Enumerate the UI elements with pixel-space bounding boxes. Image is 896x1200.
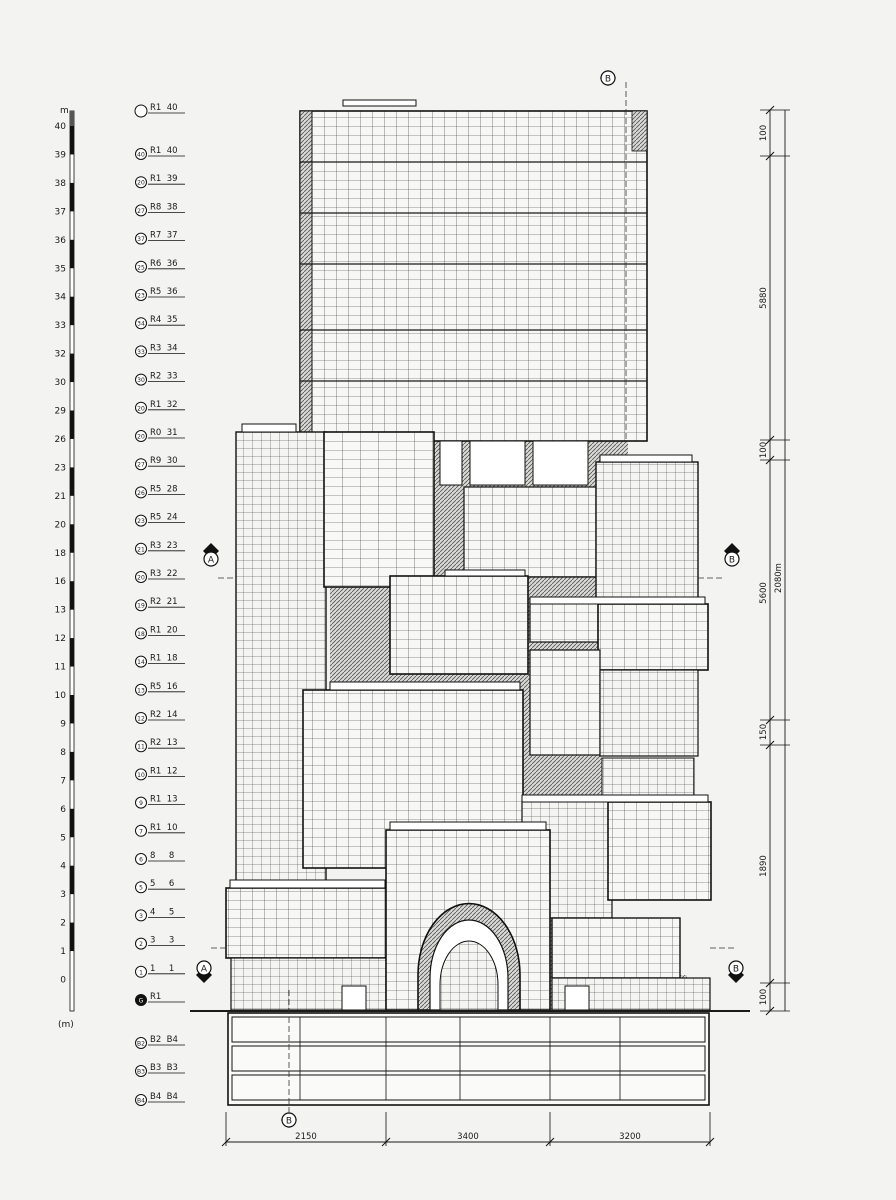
- scale-tick-label: 18: [54, 548, 66, 559]
- section-marker-b-top: [600, 70, 616, 86]
- dim-bottom-2: 3400: [457, 1132, 479, 1142]
- scale-tick-label: 3: [60, 890, 66, 901]
- level-number: 13: [137, 687, 145, 695]
- scale-segment: [70, 297, 74, 325]
- level-label: R1 10: [150, 822, 178, 833]
- level-label: R2 33: [150, 371, 178, 382]
- scale-tick-label: 1: [60, 947, 66, 958]
- scale-tick-label: 21: [54, 491, 66, 502]
- scale-tick-label: 33: [54, 321, 66, 332]
- level-number: 9: [139, 800, 143, 808]
- level-number: B4: [137, 1097, 145, 1105]
- right-entrance-door: [565, 986, 589, 1010]
- level-number: 20: [137, 433, 145, 441]
- scale-segment: [70, 809, 74, 837]
- dim-bottom-3: 3200: [619, 1132, 641, 1142]
- level-marker: [136, 456, 186, 470]
- level-number: 20: [137, 179, 145, 187]
- right-mid-box: [598, 604, 708, 670]
- level-label: R7 37: [150, 230, 178, 241]
- level-marker: [136, 1035, 186, 1049]
- dim-right-4: 5600: [759, 582, 769, 604]
- scale-unit-top: m: [60, 106, 69, 116]
- level-marker: [136, 879, 186, 893]
- roof-parapet: [343, 100, 416, 106]
- dim-bottom-1: 2150: [295, 1132, 317, 1142]
- level-marker: [136, 682, 186, 696]
- dim-right-2: 5880: [759, 287, 769, 309]
- dim-right-3: 100: [759, 441, 769, 459]
- level-number: G: [138, 997, 144, 1005]
- level-marker: [136, 964, 186, 978]
- level-label: R1: [150, 992, 162, 1002]
- level-label: R6 36: [150, 258, 178, 269]
- lower-right-cap: [522, 795, 708, 802]
- scale-tick-label: 8: [60, 747, 66, 758]
- level-number: 23: [137, 518, 145, 526]
- scale-tick-label: 7: [60, 776, 66, 787]
- level-number: 25: [137, 264, 145, 272]
- scale-tick-label: 32: [54, 349, 66, 360]
- level-number: 18: [137, 630, 145, 638]
- level-label: R1 32: [150, 399, 178, 410]
- level-label: R4 35: [150, 315, 178, 326]
- level-number: 3: [139, 912, 143, 920]
- level-label: R2 14: [150, 710, 178, 720]
- scale-tick-label: 4: [60, 861, 66, 872]
- level-marker: [136, 174, 186, 188]
- right-mid-box-small: [530, 598, 602, 642]
- upper-cantilever-box: [324, 432, 434, 587]
- scale-segment: [70, 866, 74, 894]
- level-label: 1 1: [150, 963, 175, 974]
- level-number: 5: [139, 884, 143, 892]
- level-label: R2 13: [150, 738, 178, 749]
- scale-tick-label: 38: [54, 178, 66, 189]
- level-number: 34: [137, 320, 145, 328]
- right-recess-frame: [530, 650, 600, 755]
- level-marker: [136, 259, 186, 273]
- level-number: 12: [137, 715, 145, 723]
- scale-segment: [70, 638, 74, 666]
- level-marker: [136, 795, 186, 809]
- scale-tick-label: 6: [60, 804, 66, 815]
- level-marker: [136, 513, 186, 527]
- level-label: R1 12: [150, 766, 178, 777]
- level-label: R1 40: [150, 146, 178, 156]
- dim-right-1: 100: [759, 124, 769, 142]
- scale-tick-label: 23: [54, 463, 66, 474]
- level-marker: [136, 1092, 186, 1106]
- level-number: 23: [137, 292, 145, 300]
- scale-segment: [70, 467, 74, 495]
- section-marker-b-lower-right: [728, 961, 744, 983]
- scale-tick-label: 30: [54, 378, 66, 389]
- center-mid-cap: [445, 570, 525, 576]
- level-number: B2: [137, 1040, 145, 1048]
- lower-right-box: [608, 802, 711, 900]
- level-number: 7: [139, 828, 143, 836]
- scale-tick-label: 36: [54, 235, 66, 246]
- level-marker: [136, 372, 186, 386]
- level-number: 11: [137, 743, 145, 751]
- dim-right-total: 2080m: [774, 563, 784, 593]
- level-marker: [136, 654, 186, 668]
- right-lower-frame: [600, 670, 698, 756]
- level-number: 40: [137, 151, 145, 159]
- scale-segment: [70, 581, 74, 609]
- scale-tick-label: 39: [54, 150, 66, 161]
- scale-unit-bottom: (m): [58, 1020, 74, 1030]
- level-number: 33: [137, 348, 145, 356]
- level-label: R3 22: [150, 569, 178, 579]
- level-label: R5 16: [150, 681, 178, 692]
- entrance-cap: [390, 822, 546, 830]
- scale-segment: [70, 126, 74, 154]
- level-marker-list: [135, 103, 185, 1106]
- scale-tick-label: 16: [54, 577, 66, 588]
- scale-segment: [70, 411, 74, 439]
- left-podium-box: [226, 888, 386, 958]
- level-marker: [136, 738, 186, 752]
- level-marker: [136, 907, 186, 921]
- level-number: 20: [137, 574, 145, 582]
- level-marker: [136, 625, 186, 639]
- scale-tick-label: 37: [54, 207, 66, 218]
- scale-tick-label: 11: [54, 662, 66, 673]
- scale-tick-label: 35: [54, 264, 66, 275]
- scale-tick-label: 13: [54, 605, 66, 616]
- level-marker: [136, 569, 186, 583]
- height-scale: [55, 106, 74, 1030]
- level-number: 19: [137, 602, 145, 610]
- tower-base-slots: [440, 441, 588, 485]
- scale-segment: [70, 524, 74, 552]
- dim-right-6: 1890: [759, 855, 769, 877]
- scale-tick-label: 29: [54, 406, 66, 417]
- level-label: R8 38: [150, 202, 178, 213]
- level-label: R9 30: [150, 456, 178, 467]
- center-mid-box: [390, 576, 528, 674]
- level-marker: [136, 823, 186, 837]
- level-marker: [136, 936, 186, 950]
- level-label: 8 8: [150, 851, 175, 861]
- level-label: R2 21: [150, 597, 178, 608]
- scale-tick-label: 10: [54, 691, 66, 701]
- scale-tick-label: 12: [54, 634, 66, 645]
- level-marker: [136, 541, 186, 555]
- right-upper-cap: [600, 455, 692, 462]
- left-entrance-door: [342, 986, 366, 1010]
- svg-text:A: A: [200, 964, 208, 975]
- level-label: B4 B4: [150, 1092, 178, 1102]
- level-marker: [136, 766, 186, 780]
- right-upper-block: [596, 462, 698, 602]
- level-marker: [136, 710, 186, 724]
- svg-text:B: B: [604, 74, 612, 85]
- scale-tick-label: 2: [60, 918, 66, 929]
- level-number: 1: [139, 969, 143, 977]
- level-number: 2: [139, 941, 143, 949]
- level-marker: [136, 428, 186, 442]
- level-marker: [136, 146, 186, 160]
- level-number: 10: [137, 771, 145, 779]
- right-strip: [602, 758, 694, 798]
- tower-edge-left: [300, 111, 312, 441]
- level-number: 27: [137, 207, 145, 215]
- level-label: R5 36: [150, 287, 178, 297]
- level-marker: [136, 1063, 186, 1077]
- level-number: 6: [139, 856, 143, 864]
- level-label: R0 31: [150, 428, 178, 438]
- level-label: 3 3: [150, 935, 175, 946]
- level-marker: [136, 597, 186, 611]
- scale-tick-label: 34: [54, 292, 66, 303]
- svg-text:B: B: [285, 1116, 293, 1127]
- svg-text:B: B: [732, 964, 740, 975]
- svg-text:B: B: [728, 555, 736, 566]
- section-marker-a-lower: [196, 961, 212, 983]
- scale-cap: [70, 111, 74, 126]
- section-marker-b-bottom: [281, 1112, 297, 1128]
- level-marker: [136, 400, 186, 414]
- level-circle: [135, 105, 147, 117]
- right-dimension-chain: [759, 106, 790, 1015]
- large-center-cap: [330, 682, 520, 690]
- level-marker: [135, 103, 185, 117]
- level-number: 26: [137, 489, 145, 497]
- level-label: R3 34: [150, 343, 178, 354]
- scale-segment: [70, 695, 74, 723]
- left-tower-cap: [242, 424, 296, 432]
- level-number: 27: [137, 461, 145, 469]
- level-number: 21: [137, 546, 145, 554]
- scale-tick-label: 5: [60, 833, 66, 844]
- scale-segment: [70, 183, 74, 211]
- scale-tick-label: 20: [54, 520, 66, 531]
- scale-segment: [70, 752, 74, 780]
- level-number: 37: [137, 236, 145, 244]
- scale-tick-label: 40: [54, 122, 66, 132]
- level-label: R1 20: [150, 625, 178, 636]
- level-label: R1 18: [150, 653, 178, 664]
- level-marker: [136, 231, 186, 245]
- right-podium-box: [552, 918, 680, 978]
- svg-text:A: A: [207, 555, 215, 566]
- level-label: R1 39: [150, 174, 178, 185]
- level-marker: [136, 851, 186, 865]
- right-mid-cap: [530, 597, 705, 604]
- level-marker: [136, 484, 186, 498]
- building-elevation: [190, 100, 750, 1105]
- scale-segment: [70, 240, 74, 268]
- dim-right-5: 150: [759, 723, 769, 741]
- level-label: 4 5: [150, 907, 175, 918]
- level-label: R5 28: [150, 484, 178, 495]
- level-label: R3 23: [150, 540, 178, 551]
- tower-block: [300, 111, 647, 441]
- scale-tick-label: 26: [54, 434, 66, 445]
- section-marker-b-right: [724, 543, 740, 566]
- level-marker: [136, 315, 186, 329]
- level-label: 5 6: [150, 879, 175, 890]
- scale-tick-label: 9: [60, 719, 66, 730]
- level-marker: [136, 202, 186, 216]
- level-label: B2 B4: [150, 1035, 178, 1045]
- level-label: R5 24: [150, 512, 178, 523]
- scale-segment: [70, 354, 74, 382]
- level-marker: [136, 992, 186, 1006]
- scale-tick-label: 0: [60, 975, 66, 986]
- scale-tick-labels: [55, 122, 67, 986]
- level-label: B3 B3: [150, 1063, 178, 1073]
- level-number: B3: [137, 1068, 145, 1076]
- scale-segment: [70, 923, 74, 951]
- level-label: R1 13: [150, 794, 178, 805]
- level-number: 14: [137, 659, 145, 667]
- section-marker-a-left: [203, 543, 219, 566]
- tower-edge-right: [632, 111, 647, 151]
- middle-frame: [464, 487, 596, 577]
- level-marker: [136, 287, 186, 301]
- level-marker: [136, 343, 186, 357]
- level-label: R1 40: [150, 103, 178, 113]
- dim-right-7: 100: [759, 988, 769, 1006]
- level-number: 30: [137, 377, 145, 385]
- level-number: 20: [137, 405, 145, 413]
- left-podium-cap: [230, 880, 385, 888]
